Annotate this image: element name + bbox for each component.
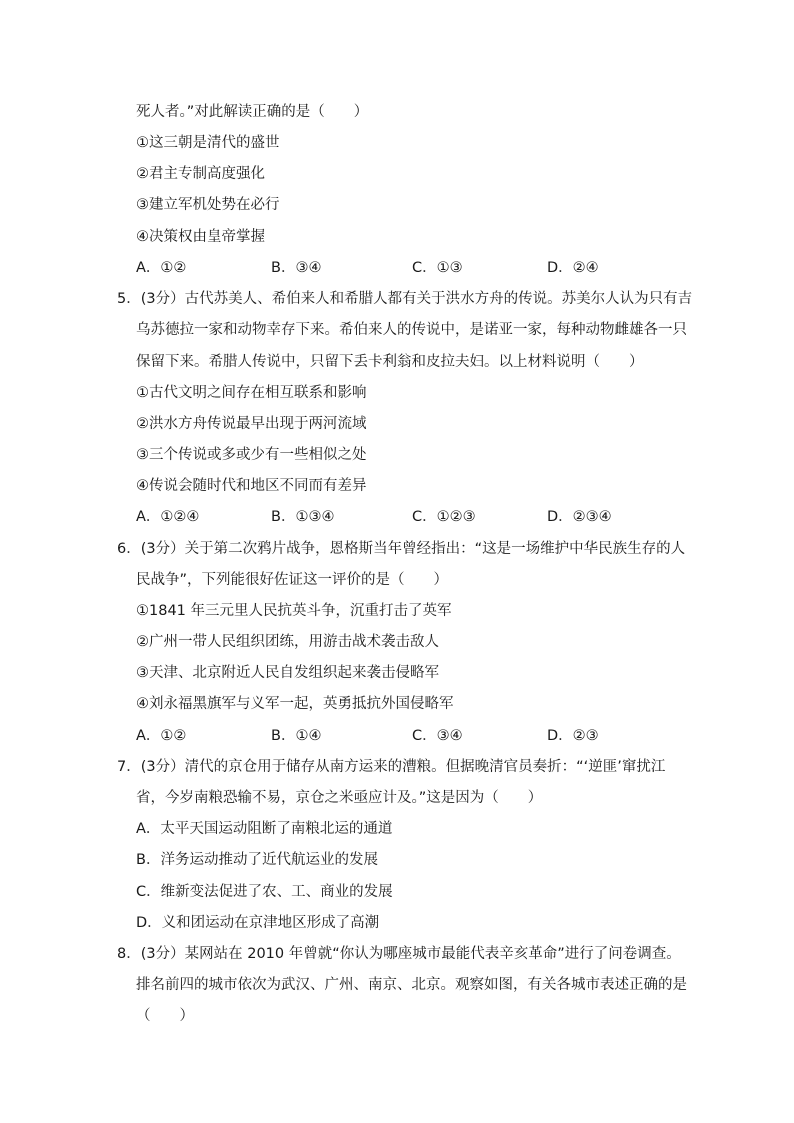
q5-statement-1: ①古代文明之间存在相互联系和影响 bbox=[136, 385, 367, 401]
q4-statement-2: ②君主专制高度强化 bbox=[136, 166, 265, 182]
q4-option-d[interactable]: D．②④ bbox=[547, 260, 599, 276]
q4-option-a[interactable]: A．①② bbox=[136, 260, 187, 276]
q8-stem-line-2: 排名前四的城市依次为武汉、广州、南京、北京。观察如图，有关各城市表述正确的是 bbox=[136, 977, 687, 993]
q5-statement-3: ③三个传说或多或少有一些相似之处 bbox=[136, 447, 367, 463]
q6-option-d[interactable]: D．②③ bbox=[547, 728, 599, 744]
q6-option-a[interactable]: A．①② bbox=[136, 728, 187, 744]
q7-option-b[interactable]: B．洋务运动推动了近代航运业的发展 bbox=[136, 852, 378, 868]
q6-option-b[interactable]: B．①④ bbox=[271, 728, 322, 744]
q5-option-a[interactable]: A．①②④ bbox=[136, 509, 200, 525]
q5-option-b[interactable]: B．①③④ bbox=[271, 509, 335, 525]
q5-statement-2: ②洪水方舟传说最早出现于两河流域 bbox=[136, 416, 367, 432]
q5-statement-4: ④传说会随时代和地区不同而有差异 bbox=[136, 478, 367, 494]
q7-option-a[interactable]: A．太平天国运动阻断了南粮北运的通道 bbox=[136, 821, 393, 837]
q5-option-c[interactable]: C．①②③ bbox=[412, 509, 476, 525]
q8-stem-line-1: 8．(3分）某网站在 2010 年曾就“你认为哪座城市最能代表辛亥革命”进行了问卷调查。 bbox=[117, 946, 681, 962]
q5-stem-line-3: 保留下来。希腊人传说中，只留下丢卡利翁和皮拉夫妇。以上材料说明（ ） bbox=[136, 354, 644, 370]
q5-option-d[interactable]: D．②③④ bbox=[547, 509, 612, 525]
q7-stem-line-1: 7．(3分）清代的京仓用于储存从南方运来的漕粮。但据晚清官员奏折：“‘逆匪’窜扰江 bbox=[117, 759, 666, 775]
q4-option-c[interactable]: C．①③ bbox=[412, 260, 463, 276]
q7-option-d[interactable]: D．义和团运动在京津地区形成了高潮 bbox=[136, 915, 380, 931]
q5-stem-line-1: 5．(3分）古代苏美人、希伯来人和希腊人都有关于洪水方舟的传说。苏美尔人认为只有吉 bbox=[117, 291, 693, 307]
q4-option-b[interactable]: B．③④ bbox=[271, 260, 322, 276]
q4-statement-1: ①这三朝是清代的盛世 bbox=[136, 135, 280, 151]
q8-stem-line-3: （ ） bbox=[136, 1008, 194, 1024]
q7-stem-line-2: 省，今岁南粮恐输不易，京仓之米亟应计及。”这是因为（ ） bbox=[136, 790, 543, 806]
q6-statement-3: ③天津、北京附近人民自发组织起来袭击侵略军 bbox=[136, 665, 439, 681]
q6-stem-line-1: 6．(3分）关于第二次鸦片战争，恩格斯当年曾经指出：“这是一场维护中华民族生存的人 bbox=[117, 541, 686, 557]
q4-statement-4: ④决策权由皇帝掌握 bbox=[136, 229, 265, 245]
q7-option-c[interactable]: C．维新变法促进了农、工、商业的发展 bbox=[136, 884, 393, 900]
q6-stem-line-2: 民战争”，下列能很好佐证这一评价的是（ ） bbox=[136, 572, 449, 588]
q5-stem-line-2: 乌苏德拉一家和动物幸存下来。希伯来人的传说中，是诺亚一家，每种动物雌雄各一只 bbox=[136, 322, 687, 338]
q6-statement-2: ②广州一带人民组织团练，用游击战术袭击敌人 bbox=[136, 634, 439, 650]
q6-option-c[interactable]: C．③④ bbox=[412, 728, 463, 744]
q4-stem-tail: 死人者。”对此解读正确的是（ ） bbox=[136, 104, 369, 120]
q6-statement-4: ④刘永福黑旗军与义军一起，英勇抵抗外国侵略军 bbox=[136, 696, 454, 712]
q6-statement-1: ①1841 年三元里人民抗英斗争，沉重打击了英军 bbox=[136, 603, 452, 619]
q4-statement-3: ③建立军机处势在必行 bbox=[136, 197, 280, 213]
